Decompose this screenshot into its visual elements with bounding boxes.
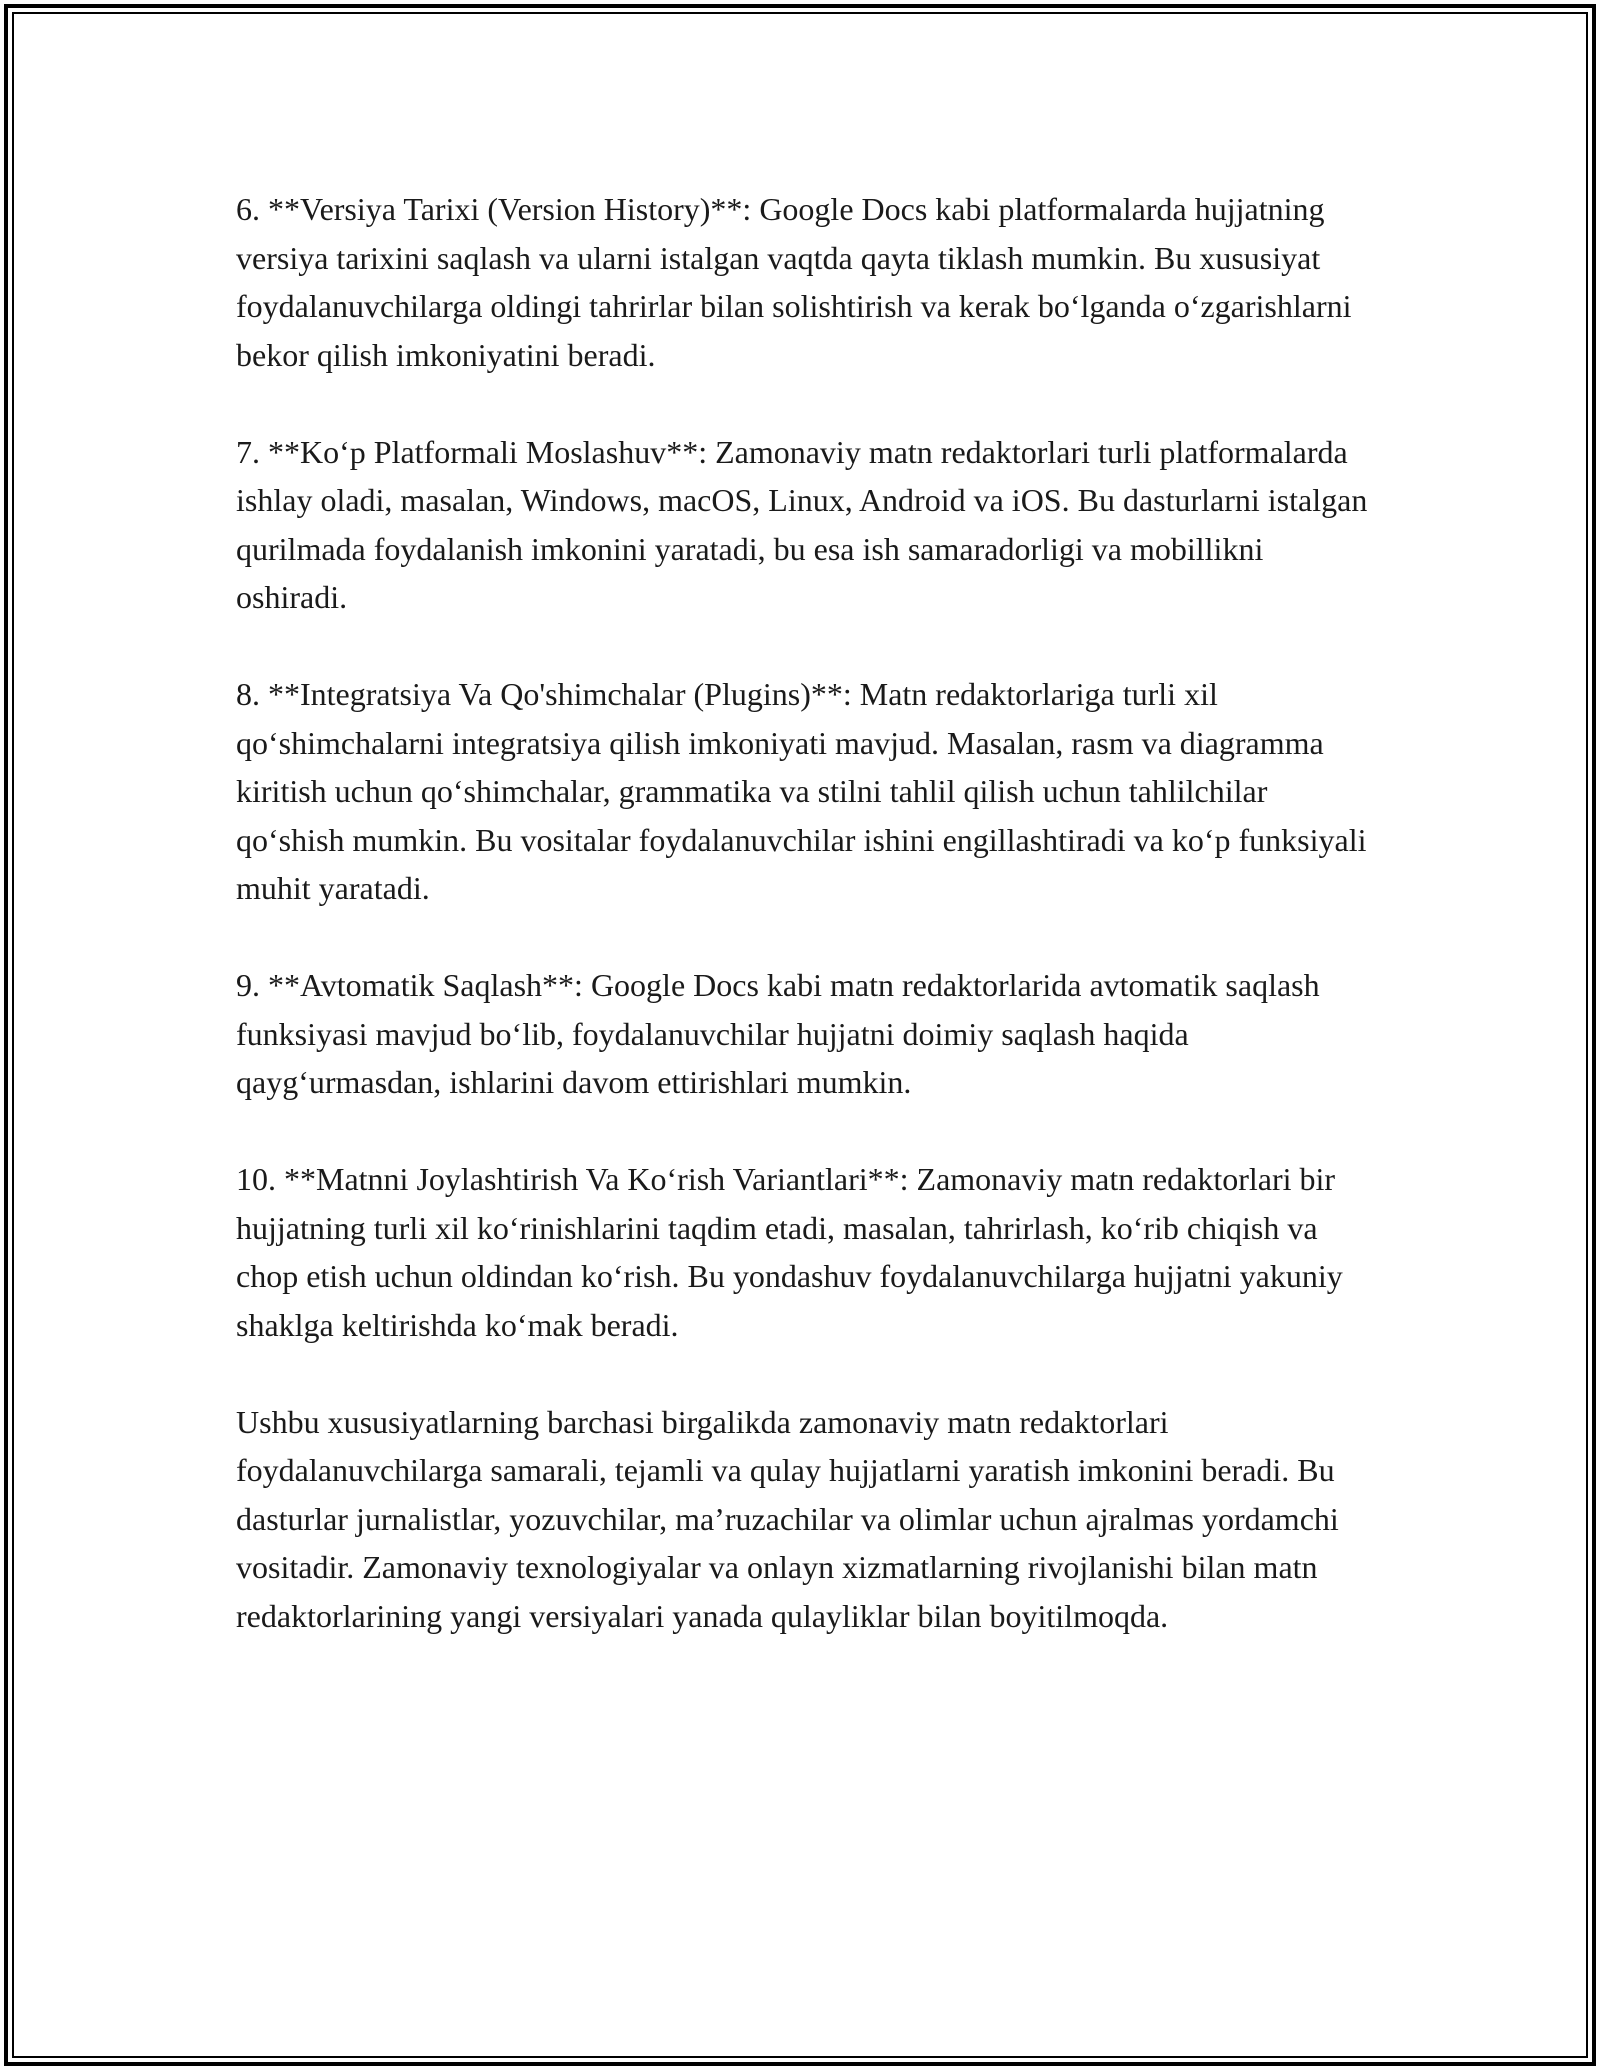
paragraph-view-options: 10. **Matnni Joylashtirish Va Ko‘rish Variantlari**: Zamonaviy matn redaktorlari bir hujjatning turli xil ko‘rinishlarini taqdim etadi, masalan, tahrirlash, ko‘rib chiqish va chop etish uchun oldindan ko‘rish. Bu yondashuv foydalanuvchilarga hujjatni yakuniy shaklga keltirishda ko‘mak beradi. (236, 1161, 1343, 1343)
paragraph-version-history: 6. **Versiya Tarixi (Version History)**: Google Docs kabi platformalarda hujjatning versiya tarixini saqlash va ularni istalgan vaqtda qayta tiklash mumkin. Bu xususiyat foydalanuvchilarga oldingi tahrirlar bilan solishtirish va kerak bo‘lganda o‘zgarishlarni bekor qilish imkoniyatini beradi. (236, 191, 1352, 373)
paragraph-cross-platform: 7. **Ko‘p Platformali Moslashuv**: Zamonaviy matn redaktorlari turli platformalarda ishlay oladi, masalan, Windows, macOS, Linux, Android va iOS. Bu dasturlarni istalgan qurilmada foydalanish imkonini yaratadi, bu esa ish samaradorligi va mobillikni oshiradi. (236, 433, 1368, 615)
paragraph-plugins: 8. **Integratsiya Va Qo'shimchalar (Plugins)**: Matn redaktorlariga turli xil qo‘shimchalarni integratsiya qilish imkoniyati mavjud. Masalan, rasm va diagramma kiritish uchun qo‘shimchalar, grammatika va stilni tahlil qilish uchun tahlilchilar qo‘shish mumkin. Bu vositalar foydalanuvchilar ishini engillashtiradi va ko‘p funksiyali muhit yaratadi. (236, 676, 1367, 906)
document-body (236, 185, 1376, 1689)
paragraph-autosave: 9. **Avtomatik Saqlash**: Google Docs kabi matn redaktorlarida avtomatik saqlash funksiyasi mavjud bo‘lib, foydalanuvchilar hujjatni doimiy saqlash haqida qayg‘urmasdan, ishlarini davom ettirishlari mumkin. (236, 967, 1320, 1100)
paragraph-conclusion: Ushbu xususiyatlarning barchasi birgalikda zamonaviy matn redaktorlari foydalanuvchilarga samarali, tejamli va qulay hujjatlarni yaratish imkonini beradi. Bu dasturlar jurnalistlar, yozuvchilar, ma’ruzachilar va olimlar uchun ajralmas yordamchi vositadir. Zamonaviy texnologiyalar va onlayn xizmatlarning rivojlanishi bilan matn redaktorlarining yangi versiyalari yanada qulayliklar bilan boyitilmoqda. (236, 1403, 1339, 1634)
